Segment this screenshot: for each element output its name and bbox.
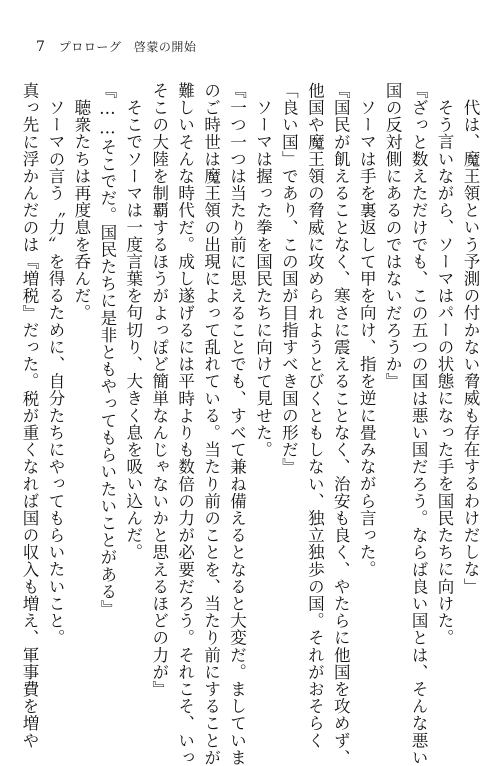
text-line: そこでソーマは一度言葉を句切り、大きく息を吸い込んだ。 [123,99,143,561]
text-line: ソーマは握った拳を国民たちに向けて見せた。 [253,99,273,459]
chapter-title: プロローグ 啓蒙の開始 [58,40,197,54]
text-line: そう言いながら、ソーマはパーの状態になった手を国民たちに向けた。 [435,99,454,647]
text-line: ソーマの言う〝力〟を得るために、自分たちにやってもらいたいこと。 [45,99,65,647]
text-line: 真っ先に浮かんだのは『増税』だった。税が重くなれば国の収入も増え、軍事費を増や [20,82,39,749]
page-number: 7 [36,39,45,55]
text-line: 『一つ一つは当たり前に思えることでも、すべて兼ね備えるとなると大変だ。ましていま [227,82,247,766]
text-line: 国の反対側にあるのではないだろうか』 [383,82,403,390]
text-line: そこの大陸を制覇するほうがよっぽど簡単なんじゃないかと思えるほどの力が』 [149,82,169,698]
text-line: 難しいそんな時代だ。成し遂げるには平時よりも数倍の力が必要だろう。それこそ、いっ [175,82,195,766]
page-header [36,38,196,55]
text-line: のご時世は魔王領の出現によって乱れている。当たり前のことを、当たり前にすることが [201,82,221,766]
text-line: 『国民が飢えることなく、寒さに震えることなく、治安も良く、やたらに他国を攻めず、 [331,82,351,766]
vertical-body-text [20,82,480,766]
text-line: 「良い国」であり、この国が目指すべき国の形だ』 [279,82,299,476]
text-line: 他国や魔王領の脅威に攻められようとびくともしない、独立独歩の国。それがおそらく [305,82,325,749]
text-line: 代は、魔王領という予測の付かない脅威も存在するわけだしな」 [460,99,480,595]
text-line: 『……そこでだ。国民たちに是非ともやってもらいたいことがある』 [97,82,117,618]
text-line: 『ざっと数えただけでも、この五つの国は悪い国だろう。ならば良い国とは、そんな悪い [409,82,429,766]
text-line: 聴衆たちは再度息を呑んだ。 [71,99,91,322]
text-line: ソーマは手を裏返して甲を向け、指を逆に畳みながら言った。 [357,99,377,578]
